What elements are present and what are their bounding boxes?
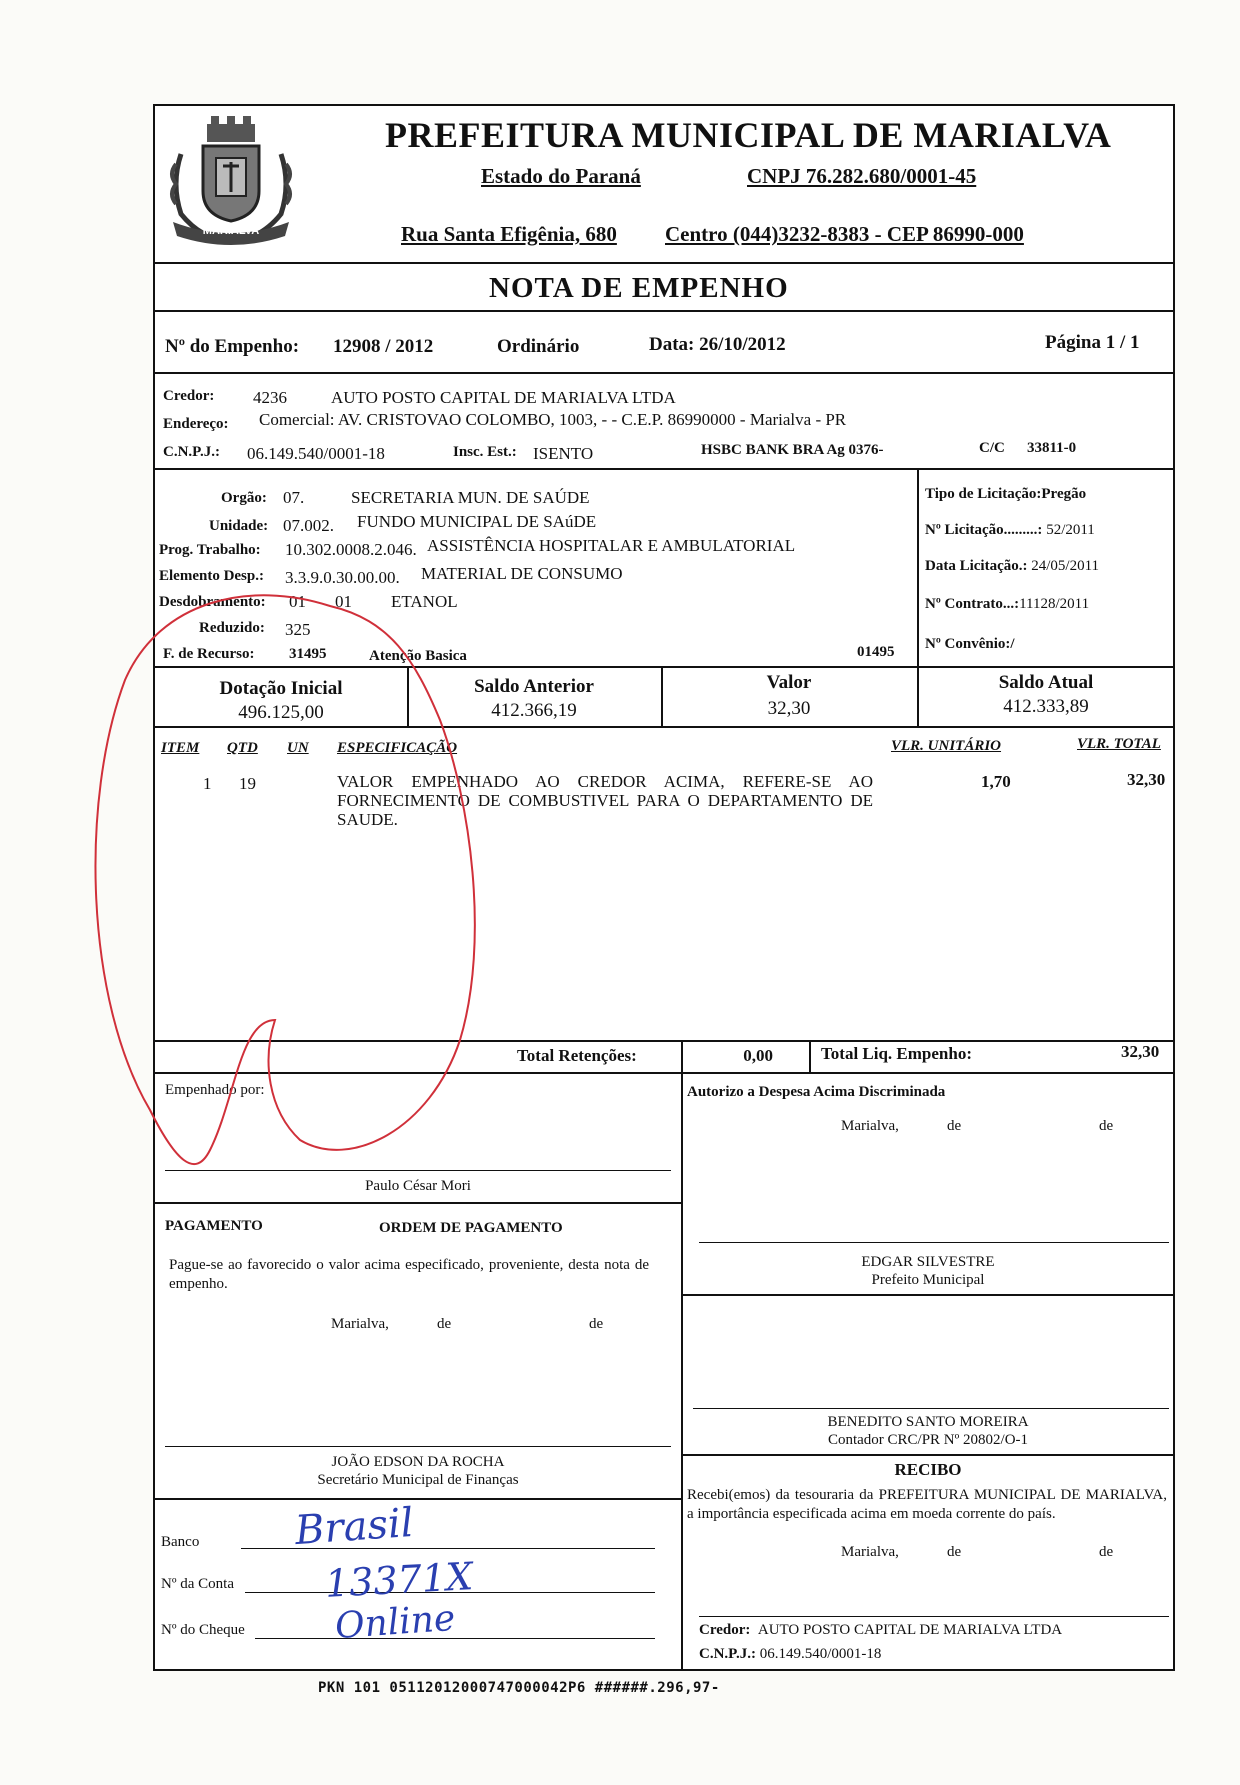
credor-label: Credor: [163,388,215,404]
handwritten-cheque: Online [333,1597,457,1648]
col-header-unit: VLR. UNITÁRIO [891,738,1002,754]
divider [155,1202,681,1204]
liq-value: 32,30 [1121,1042,1160,1061]
recurso-value: 31495 [289,646,327,662]
valor-label: Valor [766,672,812,693]
divider [155,468,1175,470]
saldo-atual-label: Saldo Atual [998,672,1094,693]
empenho-number-label: Nº do Empenho: [165,336,300,357]
desdob-a: 01 [289,592,306,611]
empenhado-label: Empenhado por: [165,1082,265,1098]
divider [681,1294,1175,1296]
divider [681,1072,683,1671]
empenho-type: Ordinário [497,336,580,357]
licitacao-type: Tipo de Licitação:Pregão [925,486,1087,502]
saldo-anterior-value: 412.366,19 [491,700,577,721]
retencoes-label: Total Retenções: [517,1046,637,1065]
cc-label: C/C [979,440,1005,456]
unidade-label: Unidade: [209,518,269,534]
divider [155,372,1175,374]
banco-label: Banco [161,1534,200,1550]
col-header-spec: ESPECIFICAÇÃO [337,740,458,756]
recibo-place: Marialva, [841,1544,899,1560]
pagamento-signer: JOÃO EDSON DA ROCHA [331,1454,505,1470]
dotacao-label: Dotação Inicial [219,678,343,699]
page-number: Página 1 / 1 [1045,332,1140,353]
desdob-name: ETANOL [391,592,458,611]
unidade-code: 07.002. [283,516,334,535]
coat-of-arms-icon [161,114,301,254]
empenho-number: 12908 / 2012 [333,336,434,357]
coat-of-arms-text: MARIALVA [202,225,260,237]
row-qtd: 19 [239,774,256,793]
divider [155,666,1175,668]
recurso-name: Atenção Basica [369,648,467,664]
recibo-cnpj: 06.149.540/0001-18 [759,1646,882,1662]
pagamento-text: Pague-se ao favorecido o valor acima especificado, proveniente, desta nota de empenho. [169,1257,649,1292]
divider [155,262,1175,264]
dotacao-value: 496.125,00 [238,702,324,723]
recibo-cnpj-label: C.N.P.J.: [699,1646,756,1662]
recibo-de1: de [947,1544,962,1560]
orgao-label: Orgão: [221,490,267,506]
prog-code: 10.302.0008.2.046. [285,540,417,559]
footer-code: PKN 101 05112012000747000042P6 ######.296,97- [318,1680,720,1696]
recurso-code: 01495 [857,644,895,660]
signature-line [165,1170,671,1171]
empenhado-signer: Paulo César Mori [365,1178,471,1194]
elemento-name: MATERIAL DE CONSUMO [421,564,623,583]
unidade-name: FUNDO MUNICIPAL DE SAúDE [357,512,597,531]
pagamento-role: Secretário Municipal de Finanças [317,1472,519,1488]
divider [155,1040,1175,1042]
retencoes-value: 0,00 [743,1046,773,1065]
prog-name: ASSISTÊNCIA HOSPITALAR E AMBULATORIAL [427,536,796,555]
cc-value: 33811-0 [1027,440,1077,456]
desdob-label: Desdobramento: [159,594,266,610]
saldo-atual-value: 412.333,89 [1003,696,1089,717]
empenho-date: Data: 26/10/2012 [649,334,786,355]
ordem-pagamento-label: ORDEM DE PAGAMENTO [379,1220,563,1236]
handwritten-bank: Brasil [293,1499,415,1555]
divider [681,1040,683,1072]
divider [681,1454,1175,1456]
orgao-code: 07. [283,488,305,507]
pagamento-de2: de [589,1316,604,1332]
row-item: 1 [203,774,212,793]
divider [155,1072,1175,1074]
document-title: NOTA DE EMPENHO [489,272,789,304]
licitacao-number: 52/2011 [1046,522,1095,538]
col-header-total: VLR. TOTAL [1077,736,1161,752]
col-header-un: UN [287,740,309,756]
credor-address: Comercial: AV. CRISTOVAO COLOMBO, 1003, - - C.E.P. 86990000 - Marialva - PR [259,410,847,429]
signature-line [165,1446,671,1447]
recibo-de2: de [1099,1544,1114,1560]
contract-label: Nº Contrato...: [925,596,1020,612]
reduzido-label: Reduzido: [199,620,265,636]
insc-value: ISENTO [533,444,594,463]
col-header-qtd: QTD [227,740,258,756]
row-spec: VALOR EMPENHADO AO CREDOR ACIMA, REFERE-SE AO FORNECIMENTO DE COMBUSTIVEL PARA O DEPARTAMENTO DE SAUDE. [337,772,873,829]
state-name: Estado do Paraná [481,164,641,188]
divider [155,310,1175,312]
cnpj-label: C.N.P.J.: [163,444,220,460]
pagamento-de1: de [437,1316,452,1332]
street-address: Rua Santa Efigênia, 680 [401,222,617,246]
recurso-label: F. de Recurso: [163,646,255,662]
credor-code: 4236 [253,388,287,407]
autorizo-label: Autorizo a Despesa Acima Discriminada [687,1084,946,1100]
divider [809,1040,811,1072]
licitacao-date: 24/05/2011 [1031,558,1100,574]
elemento-label: Elemento Desp.: [159,568,264,584]
col-header-item: ITEM [161,740,200,756]
credor-name: AUTO POSTO CAPITAL DE MARIALVA LTDA [331,388,676,407]
district-phone-cep: Centro (044)3232-8383 - CEP 86990-000 [665,222,1024,246]
prog-label: Prog. Trabalho: [159,542,261,558]
divider [155,726,1175,728]
valor-value: 32,30 [767,698,811,719]
reduzido-value: 325 [285,620,311,639]
recibo-label: RECIBO [894,1460,962,1479]
signature-line [693,1408,1169,1409]
contract-number: 11128/2011 [1019,596,1090,612]
orgao-name: SECRETARIA MUN. DE SAÚDE [351,488,590,507]
divider [917,468,919,666]
address-label: Endereço: [163,416,229,432]
elemento-code: 3.3.9.0.30.00.00. [285,568,400,587]
pagamento-place: Marialva, [331,1316,389,1332]
convenio: Nº Convênio:/ [925,636,1015,652]
licitacao-number-label: Nº Licitação.........: [925,522,1043,538]
autorizo-signer: EDGAR SILVESTRE [861,1254,995,1270]
signature-line [699,1242,1169,1243]
autorizo-role: Prefeito Municipal [871,1272,985,1288]
row-total-value: 32,30 [1127,770,1166,789]
saldo-anterior-label: Saldo Anterior [474,676,594,697]
desdob-b: 01 [335,592,352,611]
municipality-name: PREFEITURA MUNICIPAL DE MARIALVA [385,115,1112,155]
conta-label: Nº da Conta [161,1576,234,1592]
recibo-credor-label: Credor: [699,1622,751,1638]
autorizo-place: Marialva, [841,1118,899,1134]
cnpj-header: CNPJ 76.282.680/0001-45 [747,164,977,188]
empenho-document [153,104,1175,1671]
divider [155,1498,681,1500]
bank-info: HSBC BANK BRA Ag 0376- [701,442,884,458]
licitacao-date-label: Data Licitação.: [925,558,1028,574]
autorizo-de1: de [947,1118,962,1134]
cheque-label: Nº do Cheque [161,1622,245,1638]
handwritten-account: 13371X [323,1554,474,1606]
autorizo-de2: de [1099,1118,1114,1134]
insc-label: Insc. Est.: [453,444,517,460]
pagamento-label: PAGAMENTO [165,1218,263,1234]
contador-role: Contador CRC/PR Nº 20802/O-1 [827,1432,1029,1448]
recibo-credor: AUTO POSTO CAPITAL DE MARIALVA LTDA [757,1622,1063,1638]
liq-label: Total Liq. Empenho: [821,1044,972,1063]
recibo-text: Recebi(emos) da tesouraria da PREFEITURA MUNICIPAL DE MARIALVA, a importância especificada acima em moeda corrente do país. [687,1487,1167,1522]
contador-signer: BENEDITO SANTO MOREIRA [827,1414,1029,1430]
row-unit-value: 1,70 [981,772,1011,791]
signature-line [699,1616,1169,1617]
credor-cnpj: 06.149.540/0001-18 [247,444,385,463]
